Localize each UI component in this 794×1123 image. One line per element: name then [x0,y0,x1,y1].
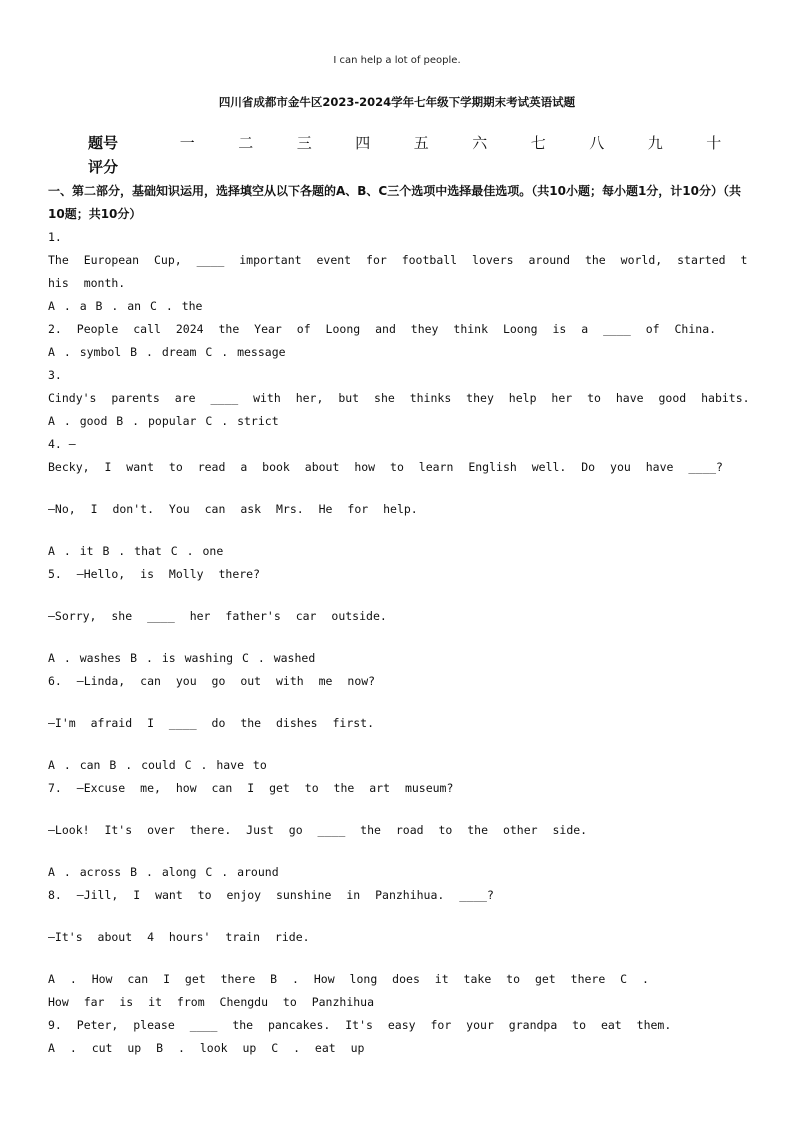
question-stem: The European Cup, ____ important event for football lovers around the world, started t [48,253,748,267]
question-1 [48,226,748,318]
score-row-scores [88,154,743,178]
score-row-label: 题号 [88,133,119,152]
question-stem: 2. People call 2024 the Year of Loong and they think Loong is a ____ of China. [48,322,717,336]
question-options: A . across B . along C . around [48,865,279,879]
question-stem: 6. —Linda, can you go out with me now? [48,674,376,688]
question-options: A . a B . an C . the [48,299,203,313]
question-6 [48,670,748,777]
question-options: A . symbol B . dream C . message [48,345,286,359]
question-options: A . can B . could C . have to [48,758,267,772]
question-4 [48,433,748,563]
question-options-cont: How far is it from Chengdu to Panzhihua [48,995,375,1009]
question-reply: —Sorry, she ____ her father's car outside. [48,609,387,623]
question-5 [48,563,748,670]
question-stem: Cindy's parents are ____ with her, but she thinks they help her to have good habits. [48,391,750,405]
question-stem: 7. —Excuse me, how can I get to the art museum? [48,781,454,795]
score-col-9: 九 [647,133,663,152]
question-reply: —Look! It's over there. Just go ____ the road to the other side. [48,823,588,837]
score-col-3: 三 [296,133,312,152]
question-8 [48,884,748,1014]
question-options: A . good B . popular C . strict [48,414,279,428]
score-col-8: 八 [589,133,605,152]
question-stem: 9. Peter, please ____ the pancakes. It's easy for your grandpa to eat them. [48,1018,672,1032]
question-stem-cont: his month. [48,276,126,290]
question-number: 1. [48,230,62,244]
score-table [88,130,743,178]
question-options: A . How can I get there B . How long does it take to get there C . [48,972,649,986]
score-col-6: 六 [472,133,488,152]
question-3 [48,364,748,433]
question-reply: —No, I don't. You can ask Mrs. He for help. [48,502,418,516]
question-options: A . it B . that C . one [48,544,224,558]
section-heading: 一、第二部分，基础知识运用，选择填空从以下各题的A、B、C三个选项中选择最佳选项。（共10小题；每小题1分，计10分）（共10题；共10分） [48,184,741,221]
score-col-7: 七 [530,133,546,152]
question-9 [48,1014,748,1060]
question-options: A . washes B . is washing C . washed [48,651,316,665]
page-title: 四川省成都市金牛区2023-2024学年七年级下学期期末考试英语试题 [218,95,576,109]
score-row2-label: 评分 [88,157,119,176]
score-col-10: 十 [706,133,722,152]
score-col-5: 五 [413,133,429,152]
question-7 [48,777,748,884]
question-number: 3. [48,368,62,382]
question-stem: 8. —Jill, I want to enjoy sunshine in Panzhihua. ____? [48,888,494,902]
question-stem: Becky, I want to read a book about how to learn English well. Do you have ____? [48,460,723,474]
question-reply: —I'm afraid I ____ do the dishes first. [48,716,375,730]
question-2 [48,318,748,364]
score-row-numbers [88,130,743,154]
question-stem: 5. —Hello, is Molly there? [48,567,261,581]
header-watermark: I can help a lot of people. [333,55,461,66]
score-col-4: 四 [355,133,371,152]
score-col-1: 一 [179,133,195,152]
score-col-2: 二 [238,133,254,152]
question-reply: —It's about 4 hours' train ride. [48,930,310,944]
question-options: A . cut up B . look up C . eat up [48,1041,365,1055]
question-number: 4. — [48,437,76,451]
question-section [48,180,748,1060]
